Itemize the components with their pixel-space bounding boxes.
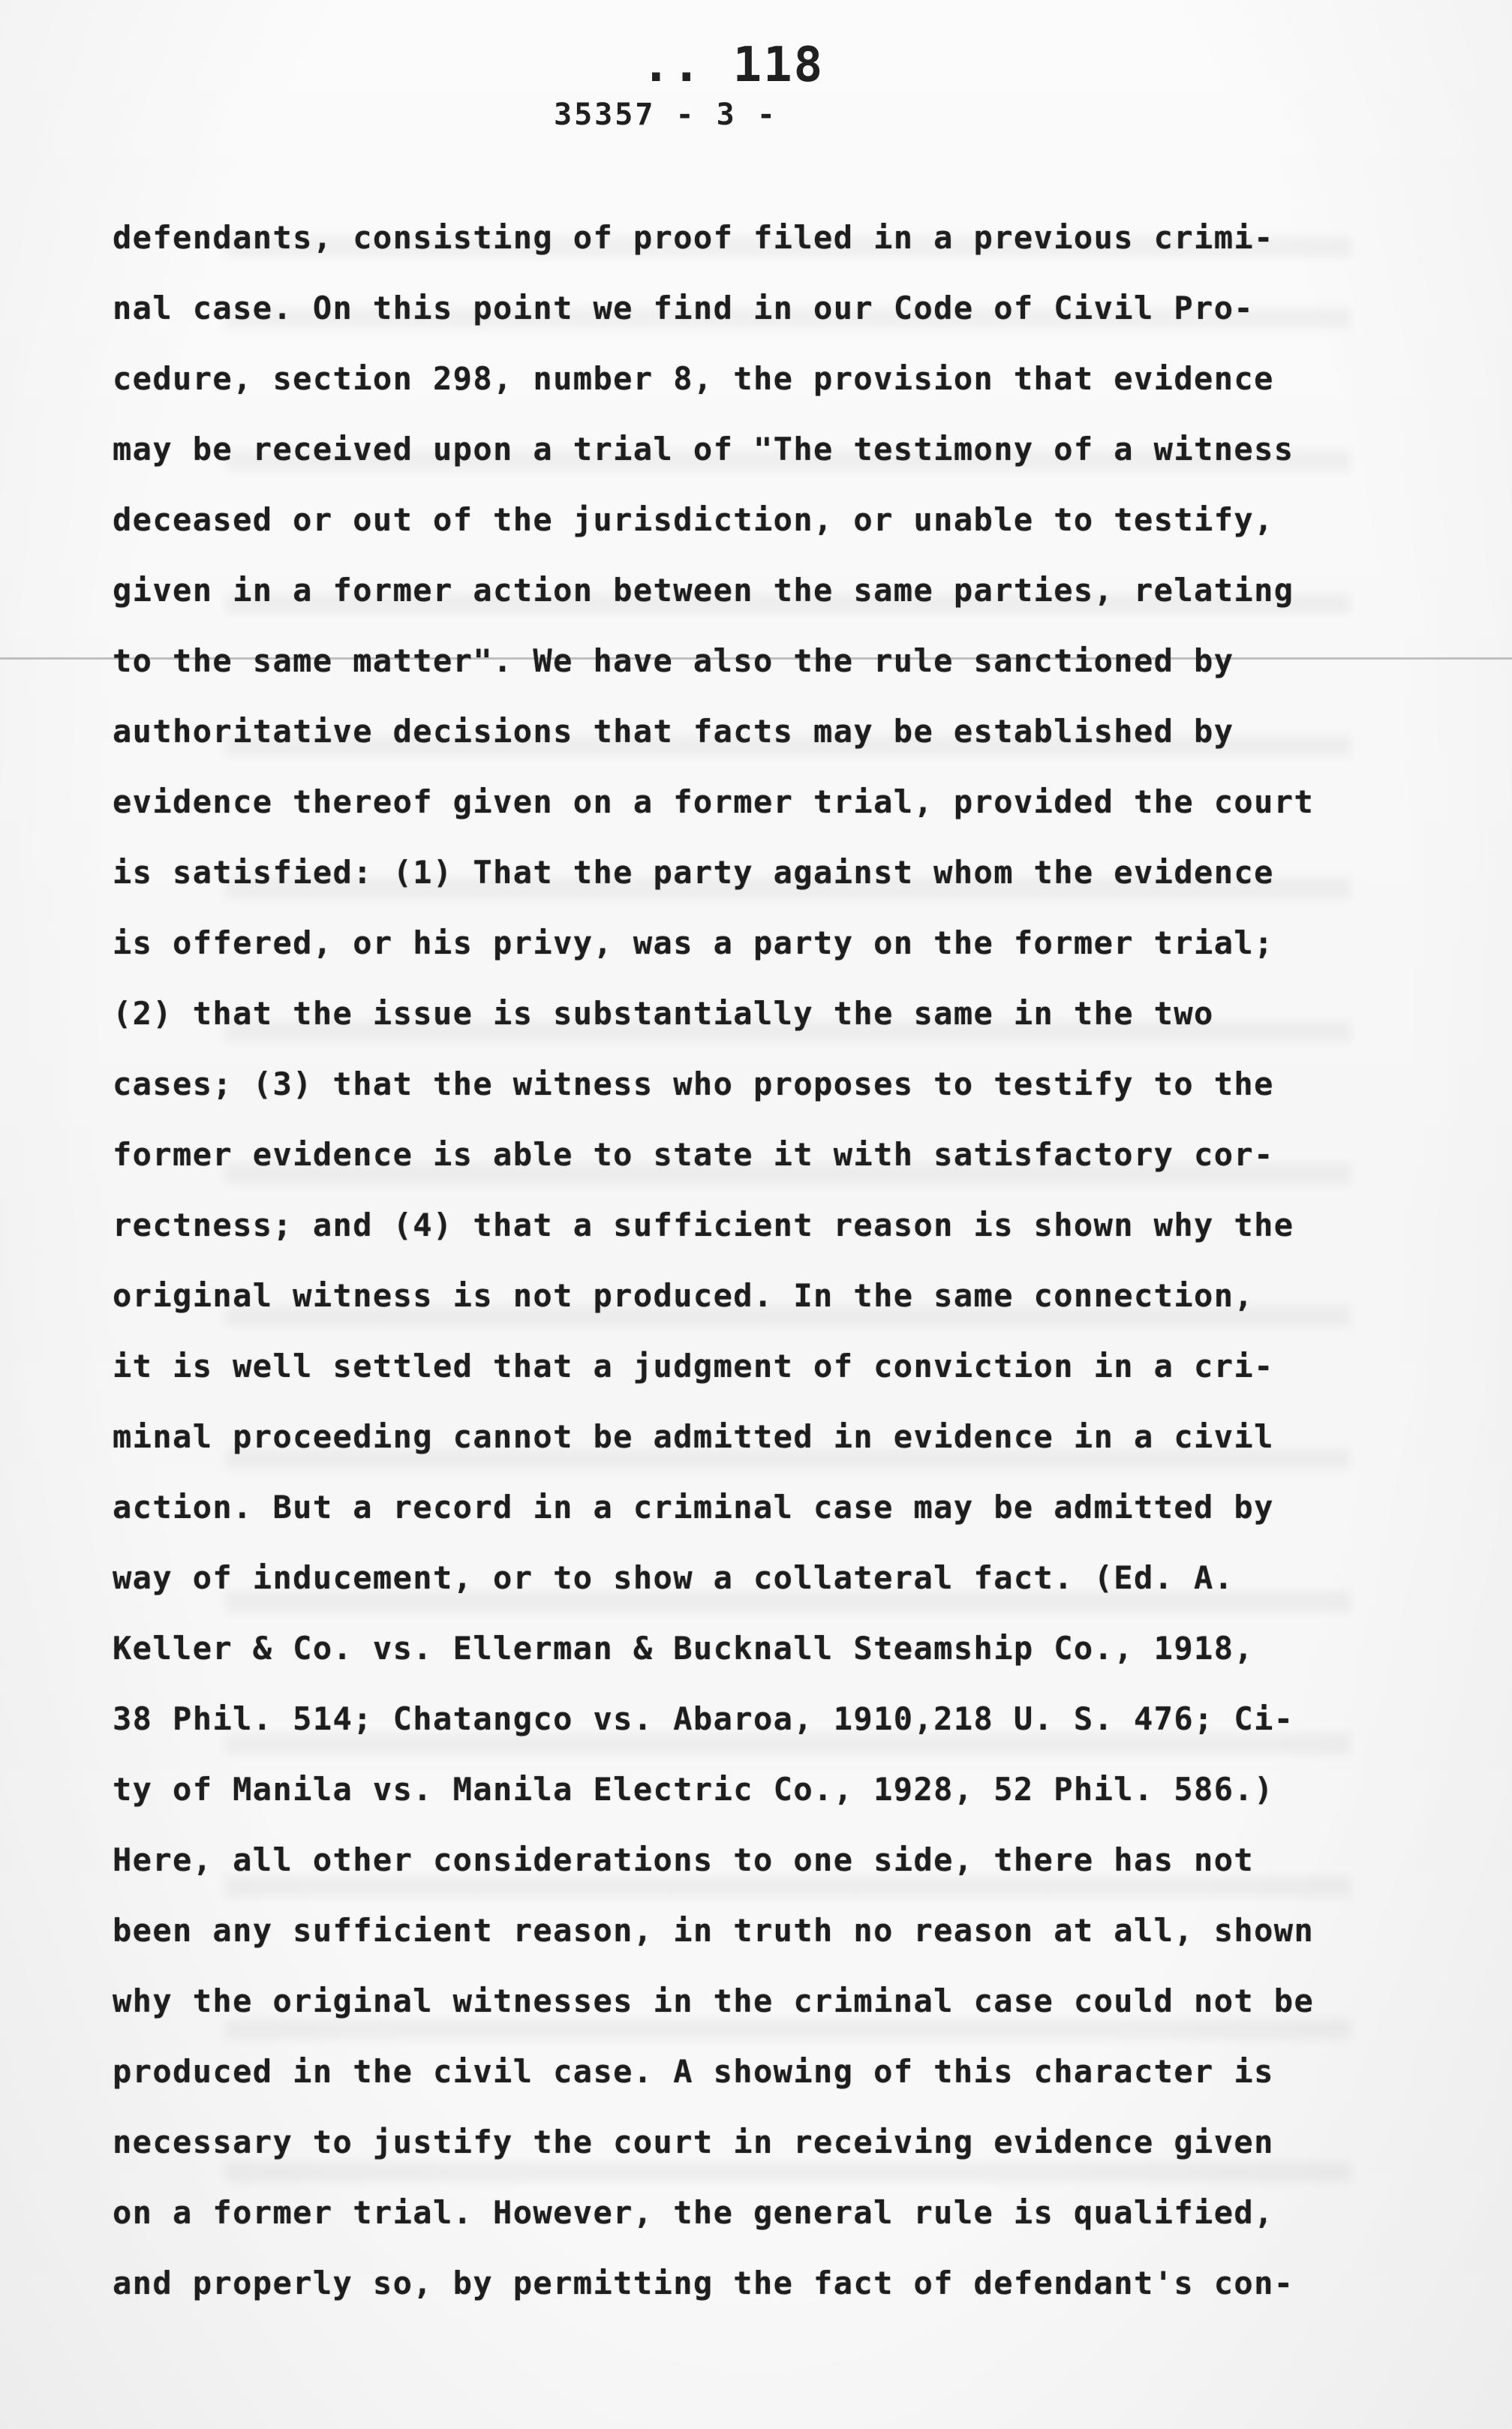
text-line: minal proceeding cannot be admitted in evidence in a civil <box>113 1418 1274 1455</box>
text-line: been any sufficient reason, in truth no reason at all, shown <box>113 1912 1315 1949</box>
text-line: evidence thereof given on a former trial, provided the court <box>113 783 1315 820</box>
text-line: action. But a record in a criminal case may be admitted by <box>113 1489 1274 1526</box>
text-line: is satisfied: (1) That the party against whom the evidence <box>113 854 1274 891</box>
text-line: deceased or out of the jurisdiction, or unable to testify, <box>113 501 1274 538</box>
text-line: may be received upon a trial of "The testimony of a witness <box>113 431 1294 467</box>
text-line: necessary to justify the court in receiving evidence given <box>113 2124 1274 2160</box>
text-line: Here, all other considerations to one side, there has not <box>113 1841 1255 1878</box>
text-line: Keller & Co. vs. Ellerman & Bucknall Steamship Co., 1918, <box>113 1630 1255 1667</box>
text-line: nal case. On this point we find in our Code of Civil Pro- <box>113 290 1255 326</box>
text-line: cases; (3) that the witness who proposes to testify to the <box>113 1066 1274 1102</box>
text-line: original witness is not produced. In the same connection, <box>113 1277 1255 1314</box>
text-line: defendants, consisting of proof filed in a previous crimi- <box>113 219 1274 256</box>
text-line: 38 Phil. 514; Chatangco vs. Abaroa, 1910,218 U. S. 476; Ci- <box>113 1700 1294 1737</box>
text-line: ty of Manila vs. Manila Electric Co., 1928, 52 Phil. 586.) <box>113 1771 1274 1808</box>
text-line: produced in the civil case. A showing of this character is <box>113 2053 1274 2090</box>
text-line: authoritative decisions that facts may be established by <box>113 713 1234 750</box>
document-reference: 35357 - 3 - <box>554 98 777 132</box>
text-line: given in a former action between the same parties, relating <box>113 572 1294 609</box>
text-line: it is well settled that a judgment of conviction in a cri- <box>113 1348 1274 1384</box>
text-line: why the original witnesses in the criminal case could not be <box>113 1983 1315 2019</box>
text-line: and properly so, by permitting the fact of defendant's con- <box>113 2265 1294 2301</box>
text-line: way of inducement, or to show a collateral fact. (Ed. A. <box>113 1559 1234 1596</box>
text-line: (2) that the issue is substantially the same in the two <box>113 995 1214 1032</box>
text-line: cedure, section 298, number 8, the provision that evidence <box>113 360 1274 397</box>
text-line: on a former trial. However, the general rule is qualified, <box>113 2194 1274 2231</box>
text-line: is offered, or his privy, was a party on the former trial; <box>113 924 1274 961</box>
text-line: to the same matter". We have also the rule sanctioned by <box>113 642 1234 679</box>
text-line: former evidence is able to state it with satisfactory cor- <box>113 1136 1274 1173</box>
body-text <box>113 203 1403 2319</box>
text-line: rectness; and (4) that a sufficient reason is shown why the <box>113 1207 1294 1243</box>
page-number: .. 118 <box>642 38 825 93</box>
